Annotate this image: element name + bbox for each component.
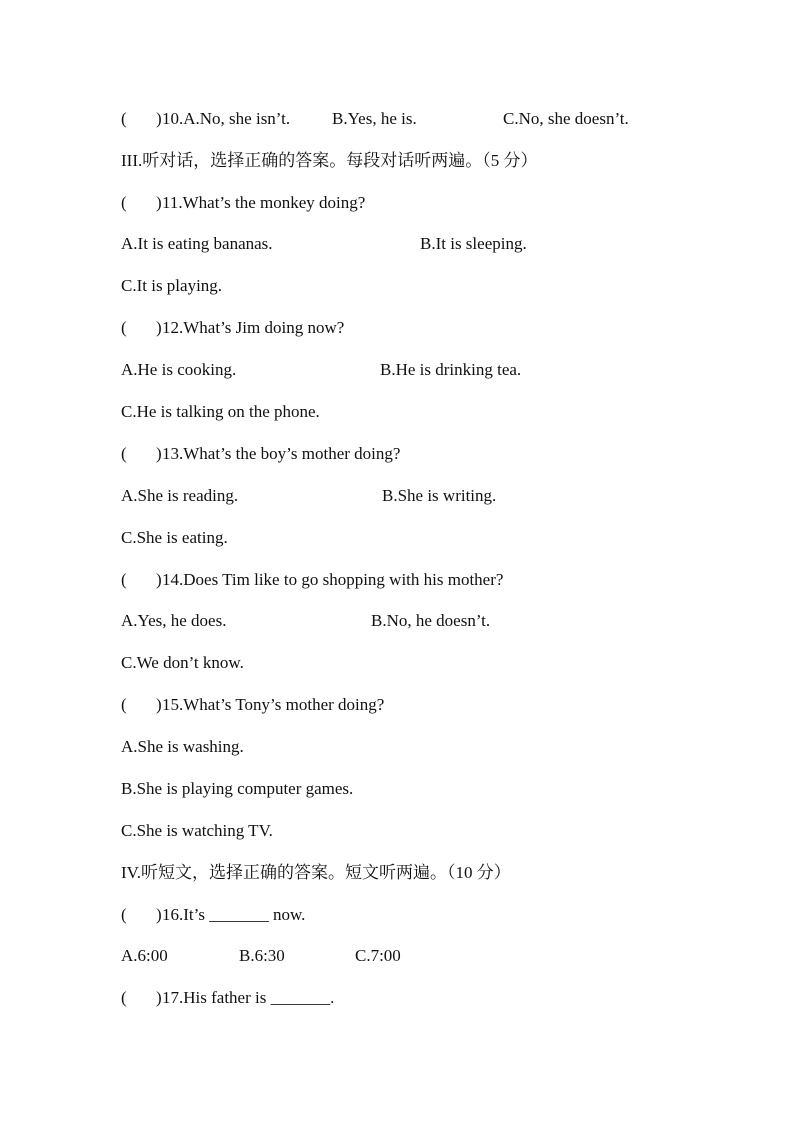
question-16-option-c: C.7:00 xyxy=(355,946,401,965)
question-14-option-c: C.We don’t know. xyxy=(121,653,244,672)
answer-bracket-close: ) xyxy=(156,109,162,128)
answer-bracket-open[interactable]: ( xyxy=(121,318,127,337)
answer-bracket-close: ) xyxy=(156,988,162,1007)
question-11-option-a: A.It is eating bananas. xyxy=(121,234,273,253)
answer-bracket-open[interactable]: ( xyxy=(121,988,127,1007)
section-iv-heading xyxy=(121,862,511,884)
answer-bracket-open[interactable]: ( xyxy=(121,444,127,463)
question-13-option-a: A.She is reading. xyxy=(121,486,239,505)
answer-bracket-close: ) xyxy=(156,905,162,924)
question-12-option-c: C.He is talking on the phone. xyxy=(121,402,320,421)
question-15-option-a-row xyxy=(121,736,244,758)
answer-bracket-open[interactable]: ( xyxy=(121,570,127,589)
question-10-option-b: B.Yes, he is. xyxy=(332,109,417,128)
question-10-option-a: 10.A.No, she isn’t. xyxy=(162,109,291,128)
question-12-option-b: B.He is drinking tea. xyxy=(380,360,522,379)
question-12-stem: 12.What’s Jim doing now? xyxy=(162,318,345,337)
question-14-option-b: B.No, he doesn’t. xyxy=(371,611,491,630)
question-13-stem: 13.What’s the boy’s mother doing? xyxy=(162,444,401,463)
question-13-options-row-2 xyxy=(121,527,228,549)
question-11-option-c: C.It is playing. xyxy=(121,276,223,295)
question-15-option-b: B.She is playing computer games. xyxy=(121,779,354,798)
question-17-stem: 17.His father is _______. xyxy=(162,988,335,1007)
answer-bracket-open[interactable]: ( xyxy=(121,695,127,714)
question-11-option-b: B.It is sleeping. xyxy=(420,234,527,253)
question-12-option-a: A.He is cooking. xyxy=(121,360,237,379)
question-16-stem: 16.It’s _______ now. xyxy=(162,905,306,924)
answer-bracket-open[interactable]: ( xyxy=(121,109,127,128)
question-12-options-row-2 xyxy=(121,401,320,423)
question-14-options-row-2 xyxy=(121,652,244,674)
question-16-option-a: A.6:00 xyxy=(121,946,168,965)
answer-bracket-close: ) xyxy=(156,193,162,212)
question-15-stem: 15.What’s Tony’s mother doing? xyxy=(162,695,385,714)
answer-bracket-open[interactable]: ( xyxy=(121,193,127,212)
question-15-option-c: C.She is watching TV. xyxy=(121,821,273,840)
question-15-option-b-row xyxy=(121,778,353,800)
question-11-stem: 11.What’s the monkey doing? xyxy=(162,193,366,212)
question-16-option-b: B.6:30 xyxy=(239,946,285,965)
answer-bracket-close: ) xyxy=(156,695,162,714)
answer-bracket-close: ) xyxy=(156,570,162,589)
question-14-stem: 14.Does Tim like to go shopping with his mother? xyxy=(162,570,504,589)
question-13-option-b: B.She is writing. xyxy=(382,486,497,505)
question-13-option-c: C.She is eating. xyxy=(121,528,228,547)
question-15-option-a: A.She is washing. xyxy=(121,737,244,756)
question-14-option-a: A.Yes, he does. xyxy=(121,611,227,630)
question-11-options-row-2 xyxy=(121,275,222,297)
question-15-option-c-row xyxy=(121,820,273,842)
section-iii-text: III.听对话，选择正确的答案。每段对话听两遍。（5 分） xyxy=(121,151,538,170)
answer-bracket-open[interactable]: ( xyxy=(121,905,127,924)
question-10-option-c: C.No, she doesn’t. xyxy=(503,109,629,128)
answer-bracket-close: ) xyxy=(156,318,162,337)
answer-bracket-close: ) xyxy=(156,444,162,463)
section-iii-heading xyxy=(121,150,537,172)
section-iv-text: IV.听短文，选择正确的答案。短文听两遍。（10 分） xyxy=(121,863,511,882)
